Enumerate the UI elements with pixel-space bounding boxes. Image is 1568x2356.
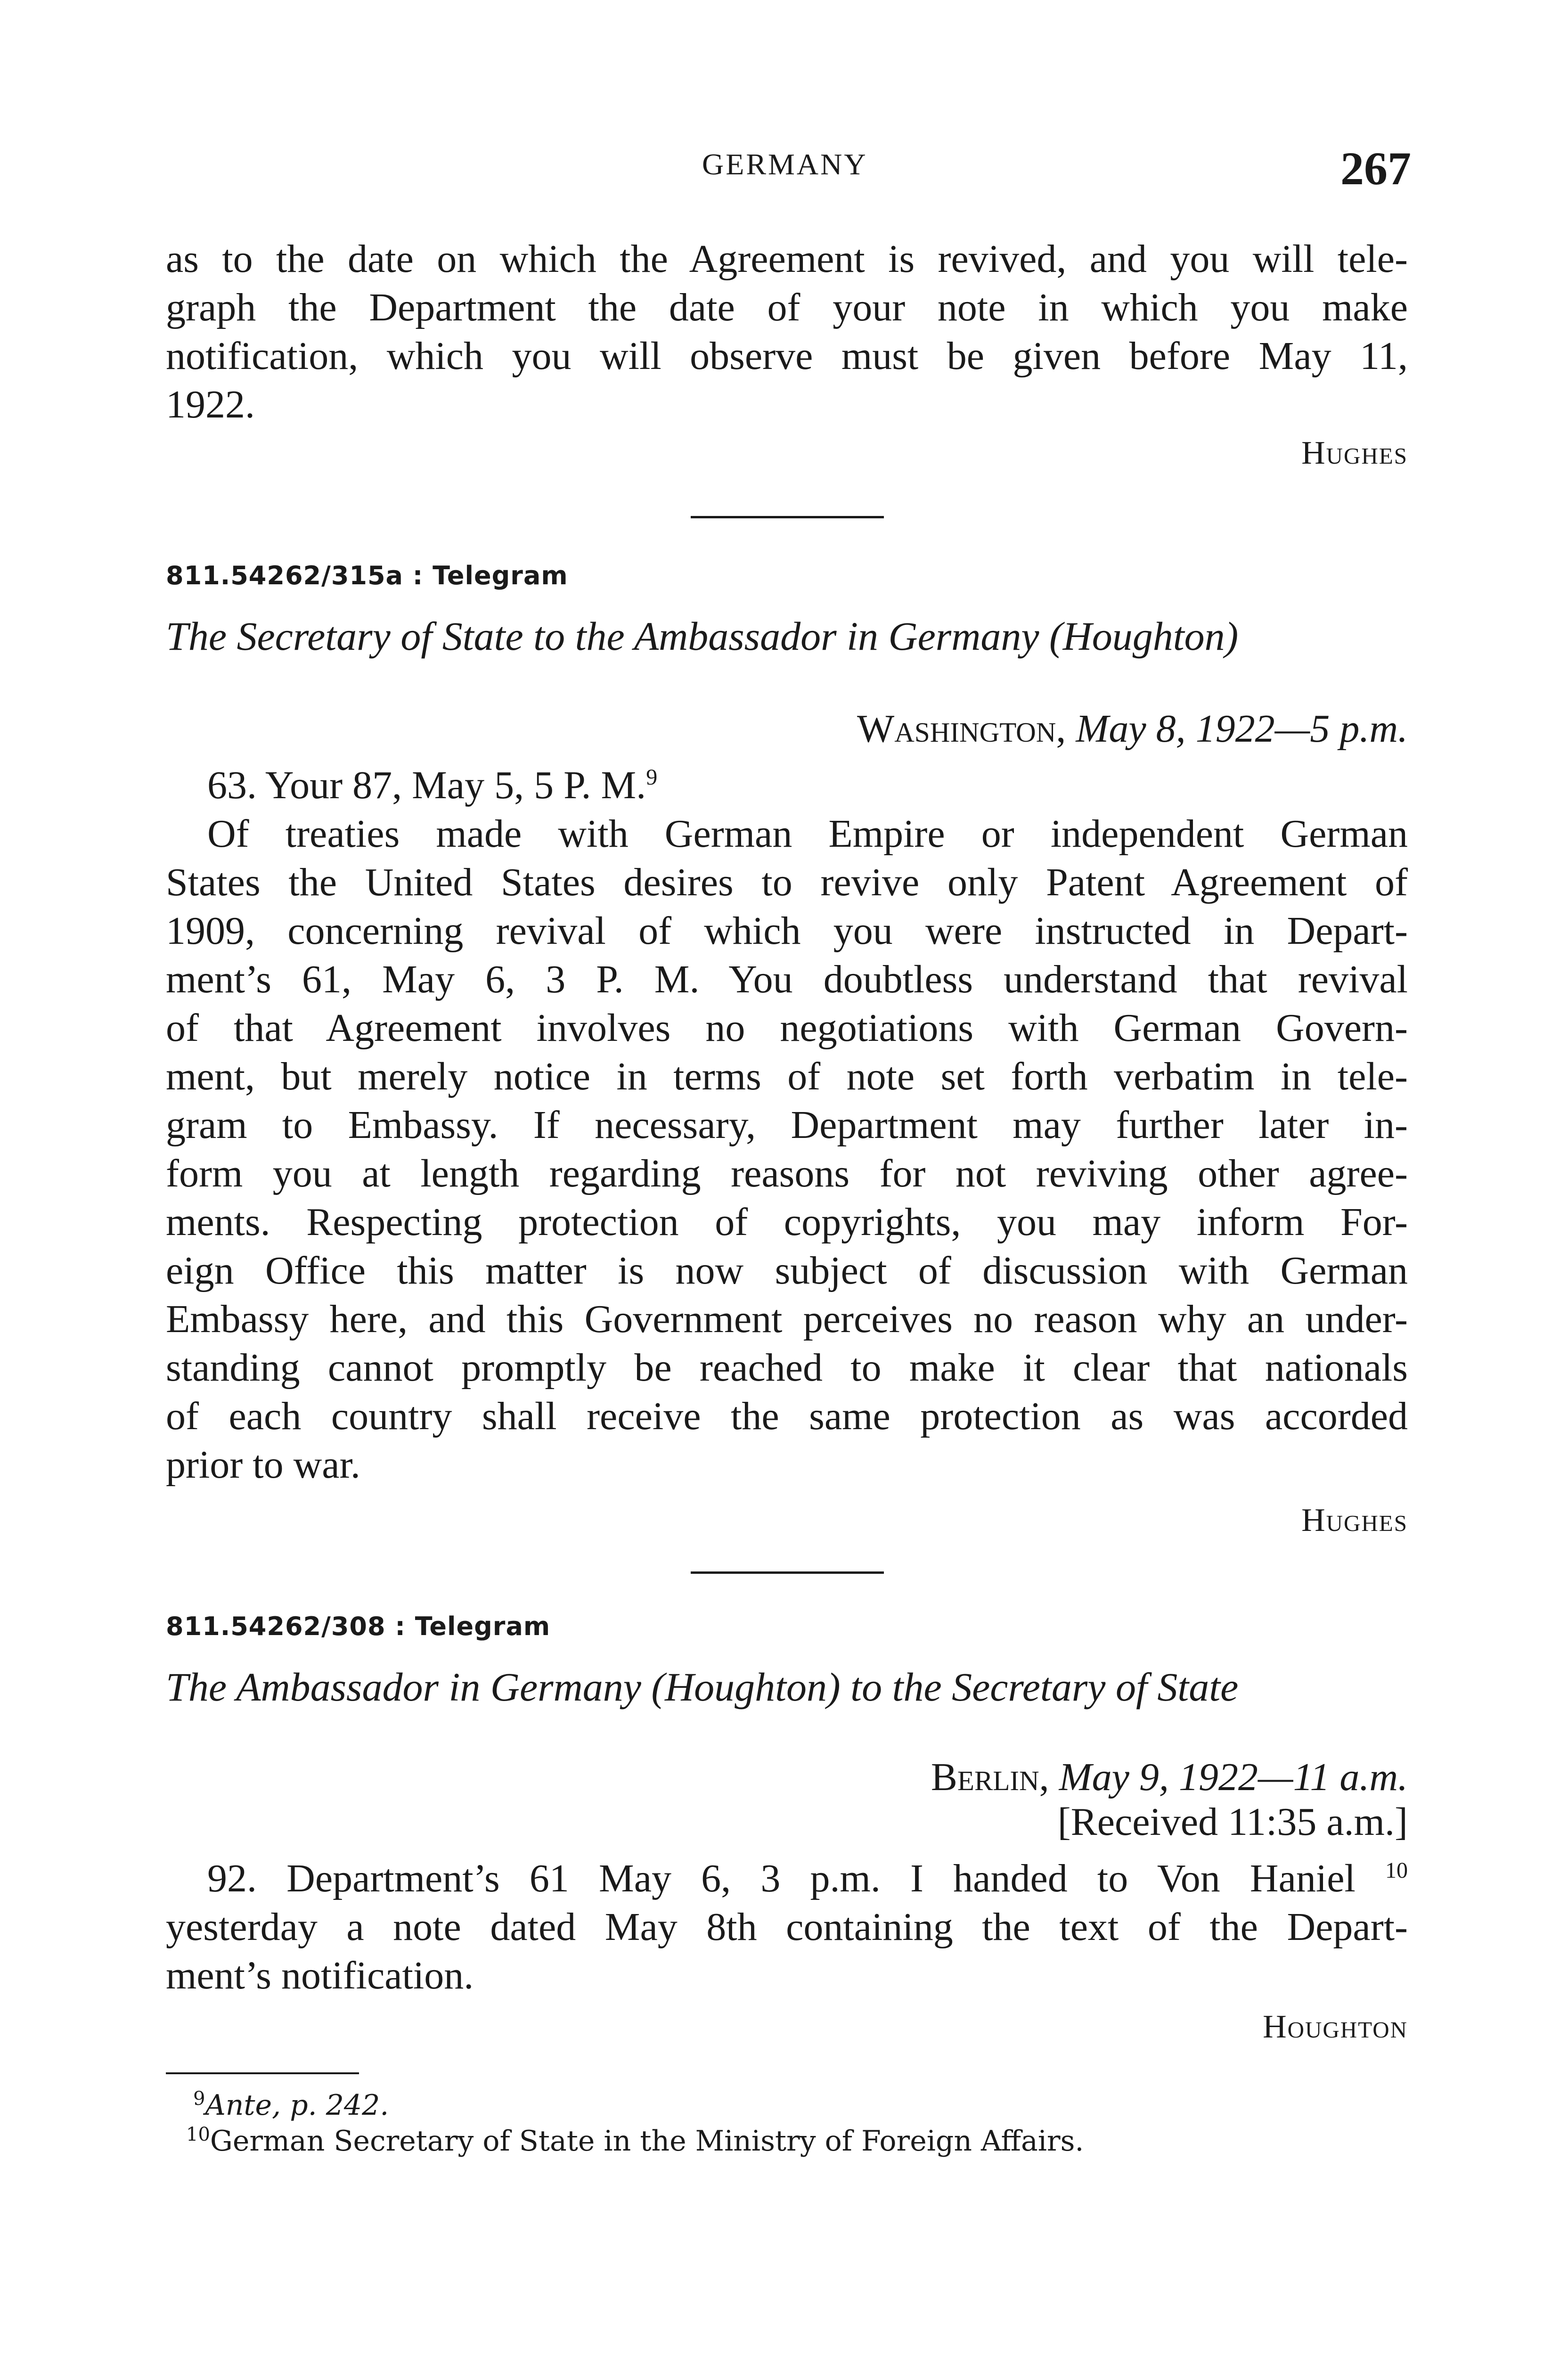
section-divider — [691, 516, 884, 518]
text-line: 1909, concerning revival of which you were instructed in Depart- — [166, 909, 1408, 953]
dateline-place: Berlin, — [931, 1755, 1049, 1799]
telegram-opening: 63. Your 87, May 5, 5 P. M. — [207, 763, 646, 807]
text-line: ment, but merely notice in terms of note set forth verbatim in tele- — [166, 1055, 1408, 1098]
text-line: ment’s 61, May 6, 3 P. M. You doubtless understand that revival — [166, 957, 1408, 1001]
text-line: as to the date on which the Agreement is revived, and you will tele- — [166, 237, 1408, 281]
section-divider — [691, 1571, 884, 1574]
text-line — [166, 761, 1408, 810]
text-line: 1922. — [166, 383, 255, 426]
document-heading: The Secretary of State to the Ambassador in Germany (Houghton) — [166, 614, 1239, 659]
signature-hughes-1: Hughes — [1301, 435, 1408, 471]
received-time: [Received 11:35 a.m.] — [1057, 1800, 1408, 1844]
footnote-divider — [166, 2072, 359, 2074]
text-line: standing cannot promptly be reached to make it clear that nationals — [166, 1346, 1408, 1390]
text-line: eign Office this matter is now subject of discussion with German — [166, 1249, 1408, 1293]
text-line: of each country shall receive the same protection as was accorded — [166, 1394, 1408, 1438]
footnote-ref-10: 10 — [1385, 1858, 1408, 1883]
continuation-paragraph — [166, 235, 1408, 429]
text-line: of that Agreement involves no negotiations with German Govern- — [166, 1006, 1408, 1050]
dateline — [166, 1753, 1408, 1801]
dateline-date: May 9, 1922—11 a.m. — [1059, 1755, 1408, 1799]
telegram-opening: 92. Department’s 61 May 6, 3 p.m. I handed to Von Haniel — [207, 1857, 1356, 1900]
text-line — [166, 1854, 1408, 1903]
text-line: Embassy here, and this Government perceives no reason why an under- — [166, 1297, 1408, 1341]
text-line: notification, which you will observe must be given before May 11, — [166, 334, 1408, 378]
text-line: ments. Respecting protection of copyrights, you may inform For- — [166, 1200, 1408, 1244]
telegram-body-63 — [166, 761, 1408, 1489]
footnote-mark: 10 — [186, 2124, 210, 2145]
signature-houghton: Houghton — [1263, 2009, 1408, 2045]
text-line: ment’s notification. — [166, 1954, 474, 1997]
text-line: Of treaties made with German Empire or independent German — [207, 812, 1408, 856]
text-line: yesterday a note dated May 8th containing the text of the Depart- — [166, 1905, 1408, 1949]
footnote-ref-9: 9 — [646, 765, 658, 790]
text-line: gram to Embassy. If necessary, Department may further later in- — [166, 1103, 1408, 1147]
text-line: form you at length regarding reasons for not reviving other agree- — [166, 1152, 1408, 1195]
text-line: graph the Department the date of your note in which you make — [166, 286, 1408, 329]
footnote-text: German Secretary of State in the Ministry of Foreign Affairs. — [210, 2125, 1084, 2158]
footnote-text: Ante, p. 242. — [205, 2089, 389, 2122]
text-line: States the United States desires to revive only Patent Agreement of — [166, 860, 1408, 904]
dateline — [166, 704, 1408, 753]
signature-hughes-2: Hughes — [1301, 1502, 1408, 1538]
page-number: 267 — [1340, 142, 1411, 195]
file-number: 811.54262/315a : Telegram — [166, 561, 568, 590]
footnote-mark: 9 — [193, 2088, 205, 2110]
document-heading: The Ambassador in Germany (Houghton) to the Secretary of State — [166, 1664, 1239, 1710]
file-number: 811.54262/308 : Telegram — [166, 1612, 551, 1641]
footnote-10 — [186, 2123, 1084, 2159]
footnote-9 — [193, 2087, 389, 2123]
dateline-date: May 8, 1922—5 p.m. — [1076, 707, 1408, 751]
telegram-body-92 — [166, 1854, 1408, 2000]
running-title: GERMANY — [702, 147, 868, 181]
dateline-place: Washington, — [857, 707, 1066, 751]
text-line: prior to war. — [166, 1443, 360, 1487]
